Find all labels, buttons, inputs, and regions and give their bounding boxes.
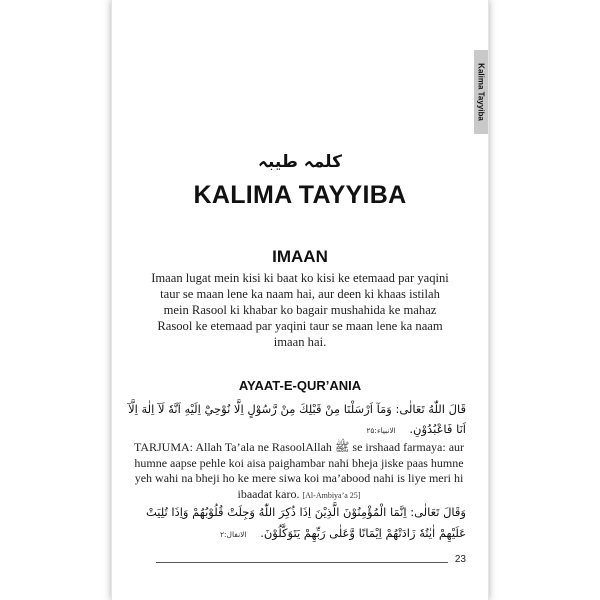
- arabic-verse-2-line-2-text: عَلَيْهِمْ اٰيٰتُهٗ زَادَتْهُمْ اِيْمَانًا وَّعَلٰى رَبِّهِمْ يَتَوَكَّلُوْنَ.: [260, 526, 466, 540]
- arabic-verse-1-line-2: [366, 422, 466, 436]
- translation-paragraph: [132, 440, 466, 503]
- chapter-side-tab-label: Kalima Tayyiba: [476, 63, 486, 121]
- arabic-verse-1-line-2-text: اَنَا فَاعْبُدُوْنِ.: [409, 422, 466, 436]
- arabic-verse-2-line-1: وَقَالَ تَعَالٰى: اِنَّمَا الْمُؤْمِنُوْنَ الَّذِيْنَ اِذَا ذُكِرَ اللّٰهُ وَجِلَتْ قُلُوْبُهُمْ وَاِذَا تُلِيَتْ: [145, 505, 466, 519]
- chapter-side-tab: [474, 50, 488, 134]
- section-paragraph: Imaan lugat mein kisi ki baat ko kisi ke etemaad par yaqini taur se maan lene ka naam hai, aur deen ki khaas istilah mein Rasool ki khabar ko bagair mushahida ke mahaz Rasool ke etemaad par yaqini taur se maan lene ka naam imaan hai.: [151, 271, 449, 349]
- translation-reference: [Al-Ambiya’a 25]: [302, 490, 361, 500]
- page-number: 23: [451, 554, 466, 565]
- urdu-title: کلمہ طیبہ: [258, 152, 342, 172]
- arabic-verse-1-line-1: قَالَ اللّٰهُ تَعَالٰى: وَمَآ اَرْسَلْنَا مِنْ قَبْلِكَ مِنْ رَّسُوْلٍ اِلَّا نُوْحِيْٓ اِلَيْهِ اَنَّهٗ لَآ اِلٰهَ اِلَّآ: [128, 402, 466, 416]
- ayaat-heading: AYAAT-E-QUR’ANIA: [238, 378, 362, 393]
- page-title: KALIMA TAYYIBA: [193, 181, 407, 209]
- translation-text: Allah Ta’ala ne RasoolAllah ﷺ se irshaad farmaya: aur humne aapse pehle koi aisa paighambar nahi bheja jiske paas humne yeh wahi na bheji ho ke mere siwa koi ma’abood nahi is liye meri hi ibaadat karo.: [134, 440, 465, 501]
- footer-rule: [156, 562, 448, 563]
- arabic-verse-2-line-2: [220, 526, 466, 540]
- verse-1-reference: الانبیاء:۲۵: [366, 426, 396, 435]
- verse-2-reference: الانفال:۲: [220, 530, 247, 539]
- section-heading: IMAAN: [272, 247, 328, 266]
- translation-label: TARJUMA:: [133, 440, 193, 454]
- book-page: [112, 0, 488, 600]
